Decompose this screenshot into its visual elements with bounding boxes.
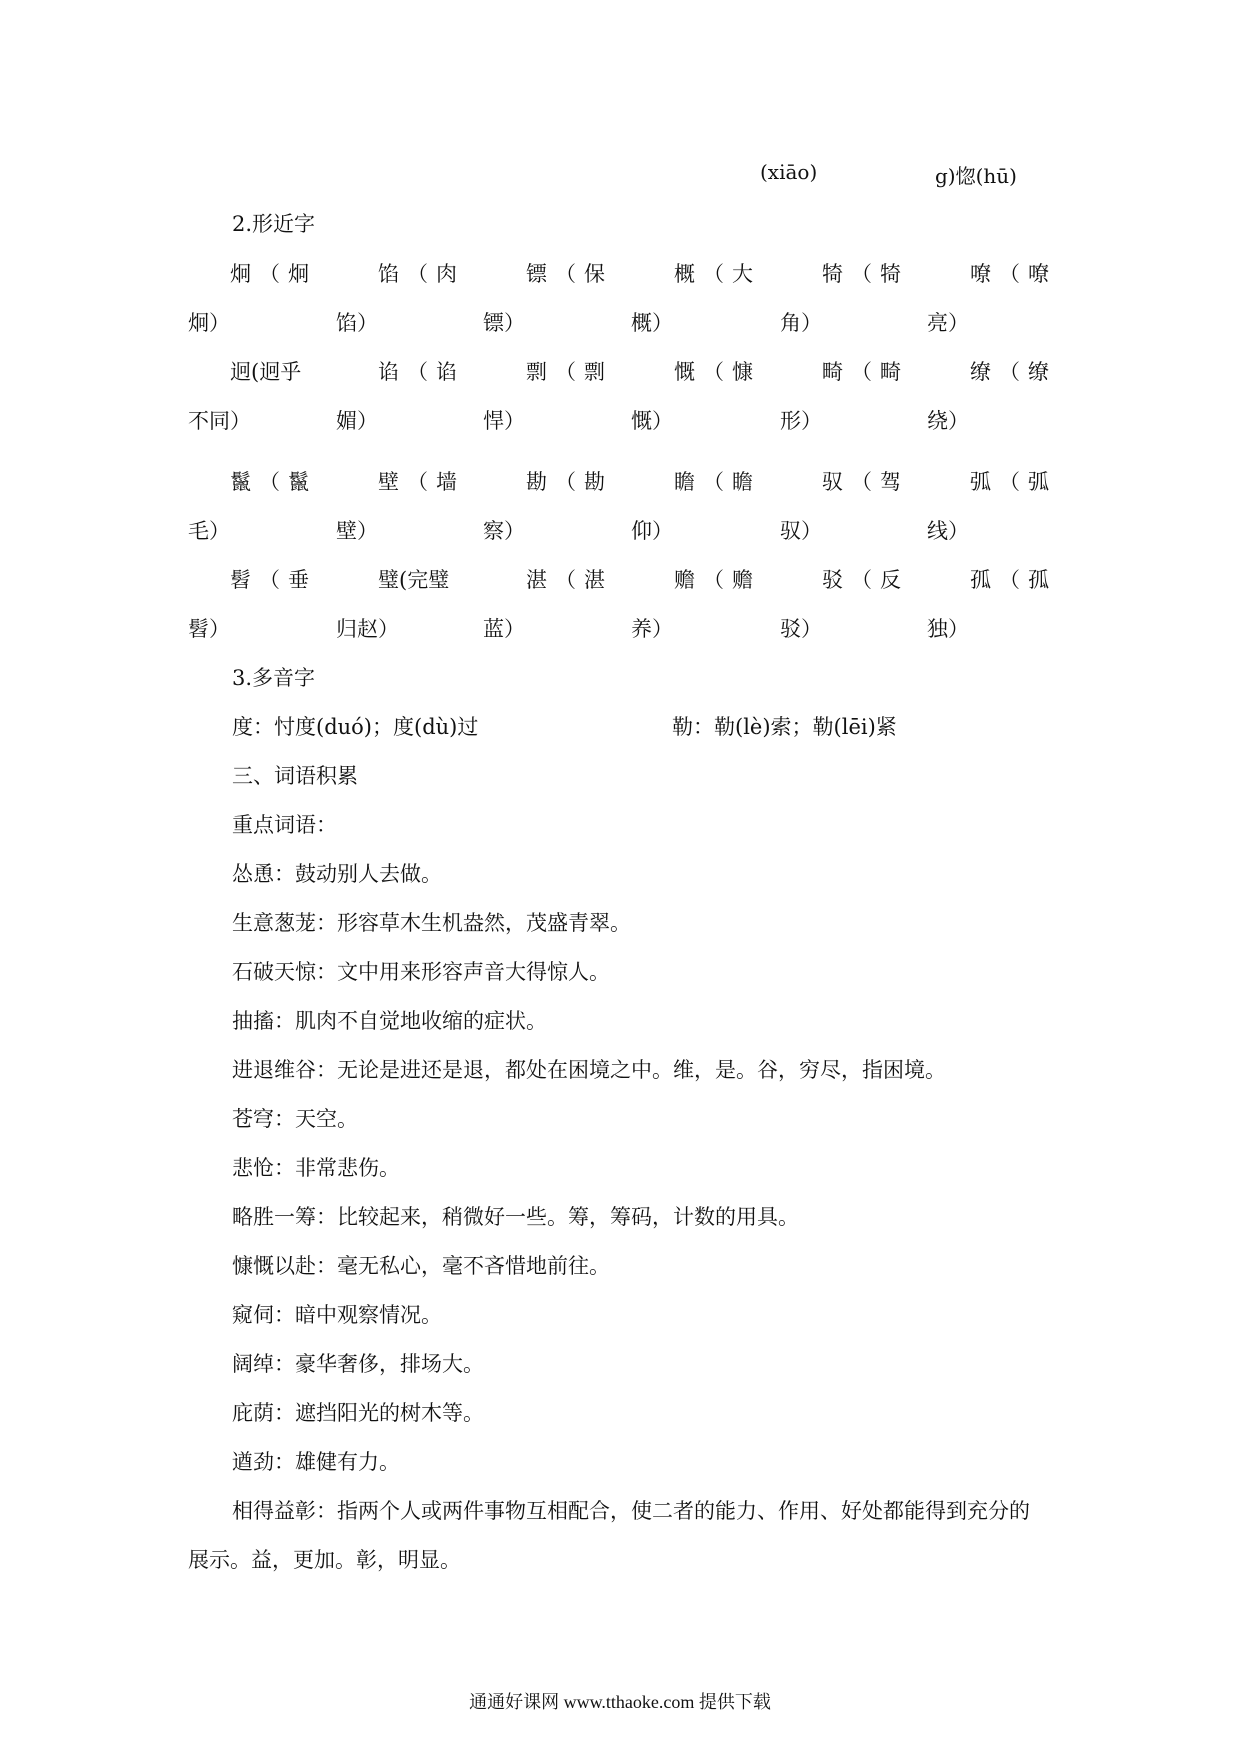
grid-cell: 蓝） <box>483 617 525 641</box>
definition-item: 窥伺：暗中观察情况。 <box>232 1303 442 1327</box>
polyphone-le: 勒：勒(lè)索；勒(lēi)紧 <box>672 715 897 739</box>
grid-cell: 髫） <box>188 617 230 641</box>
definition-item: 悲怆：非常悲伤。 <box>232 1156 400 1180</box>
grid-cell: 驭（驾 <box>822 470 909 494</box>
grid-cell: 畸（畸 <box>822 360 909 384</box>
page-footer: 通通好课网 www.tthaoke.com 提供下载 <box>469 1692 771 1712</box>
grid-cell: 概（大 <box>674 262 761 286</box>
grid-cell: 角） <box>780 311 822 335</box>
grid-cell: 亮） <box>927 311 969 335</box>
grid-cell: 璧(完璧 <box>378 568 450 592</box>
grid-cell: 壁） <box>336 519 378 543</box>
definition-item: 抽搐：肌肉不自觉地收缩的症状。 <box>232 1009 547 1033</box>
definition-item: 石破天惊：文中用来形容声音大得惊人。 <box>232 960 610 984</box>
grid-cell: 馅（肉 <box>378 262 465 286</box>
definition-item: 进退维谷：无论是进还是退，都处在困境之中。维，是。谷，穷尽，指困境。 <box>232 1058 946 1082</box>
grid-cell: 察） <box>483 519 525 543</box>
grid-cell: 瞻（瞻 <box>674 470 761 494</box>
grid-cell: 慨（慷 <box>674 360 761 384</box>
definition-item: 略胜一筹：比较起来，稍微好一些。筹，筹码，计数的用具。 <box>232 1205 799 1229</box>
grid-cell: 绕） <box>927 409 969 433</box>
section-polyphone-title: 3.多音字 <box>232 666 316 690</box>
grid-cell: 迥(迥乎 <box>230 360 302 384</box>
grid-cell: 弧（弧 <box>970 470 1057 494</box>
key-words-label: 重点词语： <box>232 813 337 837</box>
grid-cell: 髫（垂 <box>230 568 317 592</box>
definition-item-xiangdeyizhang: 相得益彰：指两个人或两件事物互相配合，使二者的能力、作用、好处都能得到充分的 <box>232 1499 1030 1523</box>
grid-cell: 驳（反 <box>822 568 909 592</box>
polyphone-du: 度：忖度(duó)；度(dù)过 <box>232 715 479 739</box>
definition-item: 怂恿：鼓动别人去做。 <box>232 862 442 886</box>
grid-cell: 剽（剽 <box>526 360 613 384</box>
pinyin-xiao: (xiāo) <box>760 160 818 184</box>
grid-cell: 概） <box>631 311 673 335</box>
definition-item: 庇荫：遮挡阳光的树木等。 <box>232 1401 484 1425</box>
grid-cell: 炯） <box>188 311 230 335</box>
section-vocab-title: 三、词语积累 <box>232 764 358 788</box>
grid-cell: 驳） <box>780 617 822 641</box>
grid-cell: 湛（湛 <box>526 568 613 592</box>
pinyin-hu: g)惚(hū) <box>935 164 1017 188</box>
grid-cell: 镖（保 <box>526 262 613 286</box>
grid-cell: 赡（赡 <box>674 568 761 592</box>
definition-item: 慷慨以赴：毫无私心，毫不吝惜地前往。 <box>232 1254 610 1278</box>
definition-item-continuation: 展示。益，更加。彰，明显。 <box>188 1548 461 1572</box>
grid-cell: 壁（墙 <box>378 470 465 494</box>
grid-cell: 慨） <box>631 409 673 433</box>
grid-cell: 养） <box>631 617 673 641</box>
grid-cell: 不同） <box>188 409 251 433</box>
definition-item: 生意葱茏：形容草木生机盎然，茂盛青翠。 <box>232 911 631 935</box>
grid-cell: 炯（炯 <box>230 262 317 286</box>
definition-item: 阔绰：豪华奢侈，排场大。 <box>232 1352 484 1376</box>
grid-cell: 谄（谄 <box>378 360 465 384</box>
definition-item: 苍穹：天空。 <box>232 1107 358 1131</box>
grid-cell: 独） <box>927 617 969 641</box>
grid-cell: 悍） <box>483 409 525 433</box>
grid-cell: 毛） <box>188 519 230 543</box>
grid-cell: 仰） <box>631 519 673 543</box>
grid-cell: 馅） <box>336 311 378 335</box>
grid-cell: 犄（犄 <box>822 262 909 286</box>
grid-cell: 缭（缭 <box>970 360 1057 384</box>
grid-cell: 勘（勘 <box>526 470 613 494</box>
grid-cell: 鬣（鬣 <box>230 470 317 494</box>
grid-cell: 形） <box>780 409 822 433</box>
grid-cell: 镖） <box>483 311 525 335</box>
grid-cell: 媚） <box>336 409 378 433</box>
grid-cell: 线） <box>927 519 969 543</box>
grid-cell: 驭） <box>780 519 822 543</box>
definition-item: 遒劲：雄健有力。 <box>232 1450 400 1474</box>
section-similar-chars-title: 2.形近字 <box>232 212 316 236</box>
grid-cell: 归赵） <box>336 617 399 641</box>
grid-cell: 孤（孤 <box>970 568 1057 592</box>
grid-cell: 嘹（嘹 <box>970 262 1057 286</box>
